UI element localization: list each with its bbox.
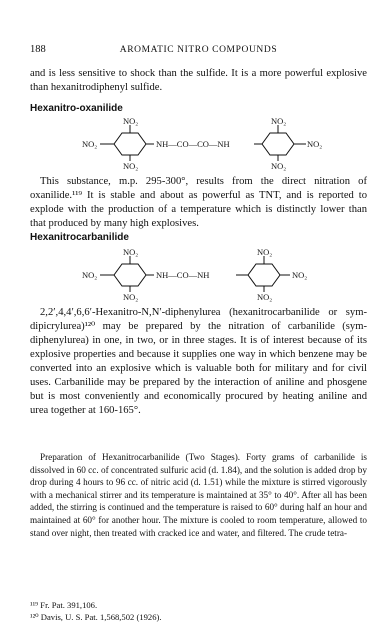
- oxanilide-chain: NH—CO—CO—NH: [156, 139, 230, 149]
- section-heading-oxanilide: Hexanitro-oxanilide: [30, 103, 123, 114]
- intro-paragraph: and is less sensitive to shock than the sulfide. It is a more powerful explosive than hexanitrodiphenyl sulfide.: [30, 68, 367, 93]
- carbanilide-no2-bottom-right: NO₂: [257, 292, 273, 302]
- oxanilide-no2-right: NO₂: [307, 139, 323, 149]
- structure-hexanitro-oxanilide: [30, 117, 367, 176]
- oxanilide-no2-bottom-right: NO₂: [271, 161, 287, 171]
- footnote-119: ¹¹⁹ Fr. Pat. 391,106.: [30, 600, 98, 610]
- preparation-block: [30, 451, 367, 539]
- running-title: AROMATIC NITRO COMPOUNDS: [119, 45, 278, 55]
- carbanilide-no2-top-left: NO₂: [123, 247, 139, 257]
- intro-paragraph-block: [30, 67, 367, 95]
- oxanilide-paragraph: This substance, m.p. 295-300°, results from the direct nitration of oxanilide.¹¹⁹ It is stable and about as powerful as TNT, and is reported to explode with the production of a temperature which is distinctly lower than that produced by many high explosives.: [30, 176, 367, 229]
- carbanilide-chain: NH—CO—NH: [156, 270, 210, 280]
- carbanilide-no2-top-right: NO₂: [257, 247, 273, 257]
- page-number: 188: [30, 44, 46, 55]
- carbanilide-no2-bottom-left: NO₂: [123, 292, 139, 302]
- oxanilide-paragraph-block: [30, 175, 367, 231]
- carbanilide-paragraph: 2,2′,4,4′,6,6′-Hexanitro-N,N′-diphenylurea (hexanitrocarbanilide or sym-dipicrylurea)¹²⁰ may be prepared by the nitration of carbanilide (sym-diphenylurea) in one, in two, or in three stages. It is of interest because of its explosive properties and because it supplies one way in which benzene may be converted into an explosive which is valuable both for military and for civil uses. Carbanilide may be prepared by the interaction of aniline and phosgene but is most conveniently and economically procured by heating aniline and urea together at 160-165°.: [30, 307, 367, 416]
- oxanilide-no2-left: NO₂: [82, 139, 98, 149]
- carbanilide-no2-left: NO₂: [82, 270, 98, 280]
- structure-hexanitrocarbanilide: [30, 247, 367, 308]
- footnote-120: ¹²⁰ Davis, U. S. Pat. 1,568,502 (1926).: [30, 612, 162, 622]
- section-heading-carbanilide: Hexanitrocarbanilide: [30, 232, 129, 243]
- oxanilide-no2-top-right: NO₂: [271, 117, 287, 126]
- oxanilide-no2-top-left: NO₂: [123, 117, 139, 126]
- carbanilide-paragraph-block: [30, 306, 367, 418]
- preparation-paragraph: Preparation of Hexanitrocarbanilide (Two Stages). Forty grams of carbanilide is dissolved in 60 cc. of concentrated sulfuric acid (d. 1.84), and the solution is added drop by drop during 4 hours to 96 cc. of nitric acid (d. 1.51) while the mixture is stirred vigorously with a mechanical stirrer and its temperature is maintained at 35° to 40°. After all has been added, the stirring is continued and the temperature is raised to 60° during half an hour and maintained at 60° for another hour. The mixture is cooled to room temperature, allowed to stand over night, then treated with cracked ice and water, and filtered. The crude tetra-: [30, 452, 367, 538]
- oxanilide-no2-bottom-left: NO₂: [123, 161, 139, 171]
- carbanilide-no2-right: NO₂: [292, 270, 308, 280]
